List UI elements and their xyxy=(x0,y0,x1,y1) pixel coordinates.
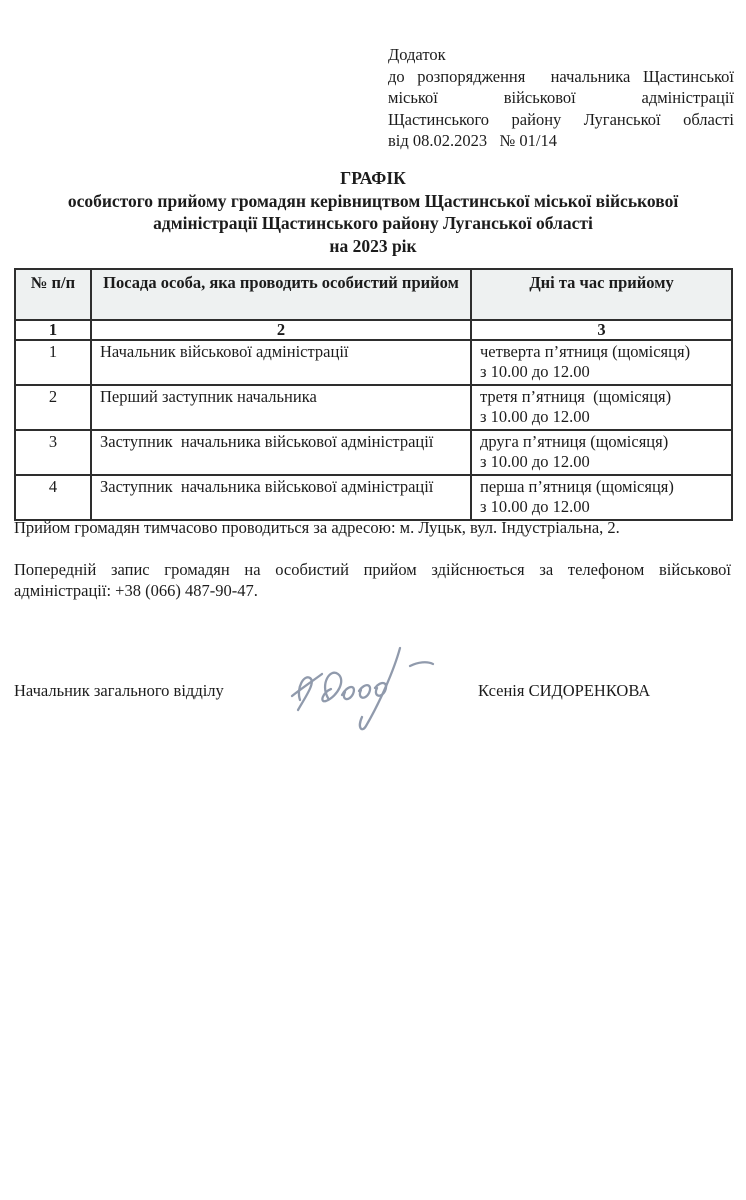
table-column-numbers-row xyxy=(15,320,732,340)
handwritten-signature xyxy=(270,638,438,742)
row-position: Заступник начальника військової адміністрації xyxy=(91,430,471,475)
row-position: Перший заступник начальника xyxy=(91,385,471,430)
attachment-reference xyxy=(388,44,734,152)
paragraph-phone-line: адміністрації: +38 (066) 487-90-47. xyxy=(14,581,258,600)
days-line: з 10.00 до 12.00 xyxy=(480,497,590,516)
paragraph-phone xyxy=(14,559,731,601)
header-cell-position: Посада особа, яка проводить особистий прийом xyxy=(91,269,471,320)
table-row xyxy=(15,430,732,475)
row-number: 1 xyxy=(15,340,91,385)
title-line: особистого прийому громадян керівництвом Щастинської міської військової xyxy=(67,190,679,211)
schedule-table xyxy=(14,268,733,521)
document-title xyxy=(28,167,718,257)
days-line: третя п’ятниця (щомісяця) xyxy=(480,387,672,406)
header-cell-days: Дні та час прийому xyxy=(471,269,732,320)
row-number: 4 xyxy=(15,475,91,520)
table-row xyxy=(15,340,732,385)
days-line: з 10.00 до 12.00 xyxy=(480,452,590,471)
schedule-table-container xyxy=(14,268,733,521)
table-row xyxy=(15,385,732,430)
row-days xyxy=(471,475,732,520)
row-number: 2 xyxy=(15,385,91,430)
days-line: з 10.00 до 12.00 xyxy=(480,362,590,381)
row-position: Заступник начальника військової адміністрації xyxy=(91,475,471,520)
attachment-line: до розпорядження начальника Щастинської xyxy=(388,66,734,86)
signatory-position-title: Начальник загального відділу xyxy=(14,681,224,700)
column-number: 1 xyxy=(15,320,91,340)
days-line: друга п’ятниця (щомісяця) xyxy=(480,432,669,451)
title-line: ГРАФІК xyxy=(340,168,406,188)
title-line: адміністрації Щастинського району Луганської області xyxy=(153,213,593,233)
column-number: 2 xyxy=(91,320,471,340)
signatory-name: Ксенія СИДОРЕНКОВА xyxy=(478,681,651,700)
attachment-line: Додаток xyxy=(388,45,446,64)
column-number: 3 xyxy=(471,320,732,340)
attachment-date-number: від 08.02.2023 № 01/14 xyxy=(388,131,557,150)
row-number: 3 xyxy=(15,430,91,475)
days-line: четверта п’ятниця (щомісяця) xyxy=(480,342,691,361)
row-days xyxy=(471,385,732,430)
header-cell-num: № п/п xyxy=(15,269,91,320)
days-line: з 10.00 до 12.00 xyxy=(480,407,590,426)
attachment-line: Щастинського району Луганської області xyxy=(388,109,734,129)
days-line: перша п’ятниця (щомісяця) xyxy=(480,477,674,496)
paragraph-phone-line: Попередній запис громадян на особистий прийом здійснюється за телефоном військової xyxy=(14,560,731,579)
paragraph-address: Прийом громадян тимчасово проводиться за адресою: м. Луцьк, вул. Індустріальна, 2. xyxy=(14,518,620,537)
title-line: на 2023 рік xyxy=(329,235,417,256)
table-header-row xyxy=(15,269,732,320)
signature-scribble xyxy=(292,648,433,729)
attachment-line: міської військової адміністрації xyxy=(388,88,734,107)
table-row xyxy=(15,475,732,520)
row-position: Начальник військової адміністрації xyxy=(91,340,471,385)
row-days xyxy=(471,430,732,475)
row-days xyxy=(471,340,732,385)
